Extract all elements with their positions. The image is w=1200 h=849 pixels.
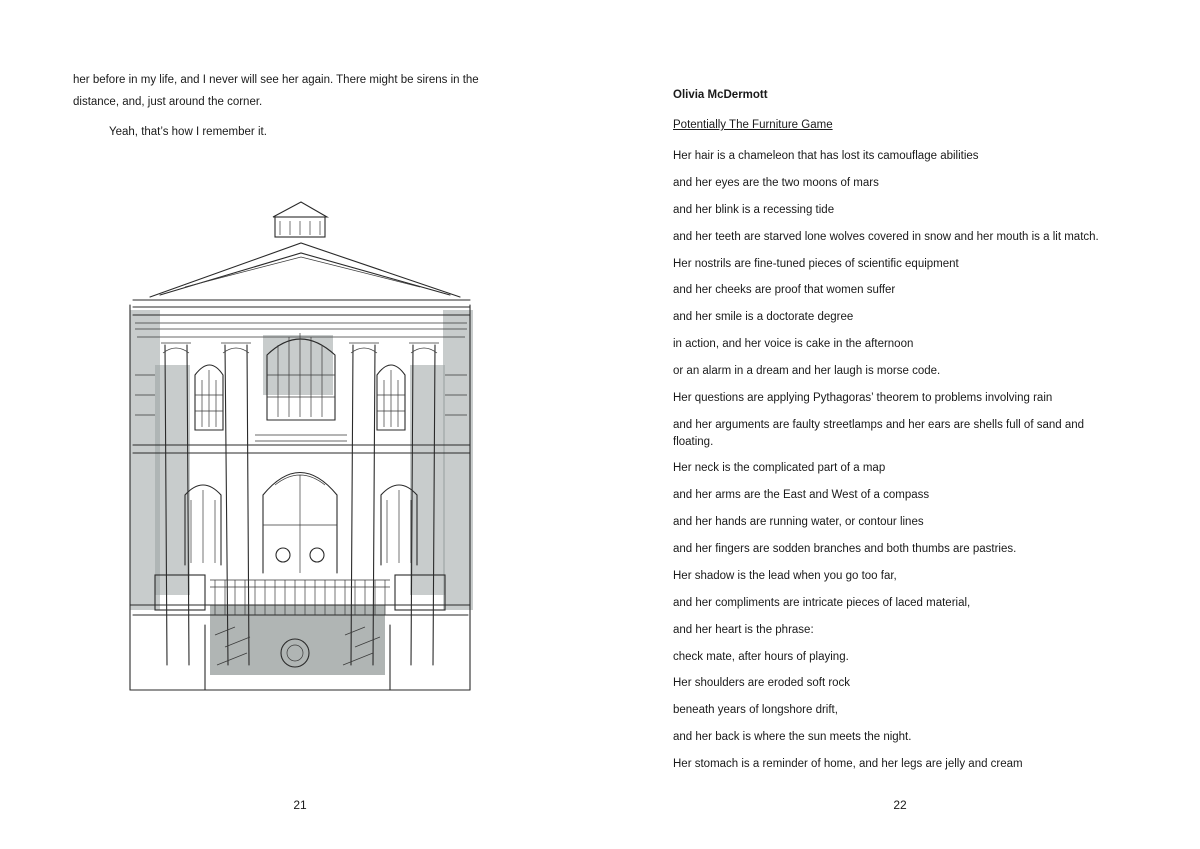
page-number: 21 — [293, 798, 307, 812]
page-number: 22 — [893, 798, 907, 812]
poem-line: and her eyes are the two moons of mars — [673, 177, 879, 189]
right-page — [600, 0, 1200, 849]
poem-line: and her teeth are starved lone wolves covered in snow and her mouth is a lit match. — [673, 231, 1099, 243]
poem-line: and her fingers are sodden branches and both thumbs are pastries. — [673, 543, 1017, 555]
poem-line: and her cheeks are proof that women suffer — [673, 284, 896, 296]
text-line: distance, and, just around the corner. — [73, 96, 263, 108]
poem-line: and her arguments are faulty streetlamps and her ears are shells full of sand and floating. — [673, 419, 1085, 448]
poem-line: check mate, after hours of playing. — [673, 651, 849, 663]
poem-line: and her blink is a recessing tide — [673, 204, 835, 216]
text-line: Yeah, that’s how I remember it. — [109, 126, 267, 138]
poem-line: or an alarm in a dream and her laugh is morse code. — [673, 365, 941, 377]
poem-line: and her smile is a doctorate degree — [673, 311, 854, 323]
poem-line: Her nostrils are fine-tuned pieces of scientific equipment — [673, 258, 959, 270]
poem-line: Her shadow is the lead when you go too far, — [673, 570, 897, 582]
poem-line: Her hair is a chameleon that has lost its camouflage abilities — [673, 150, 979, 162]
author-name: Olivia McDermott — [673, 89, 768, 101]
poem-line: Her questions are applying Pythagoras’ theorem to problems involving rain — [673, 392, 1053, 404]
building-sketch-illustration — [125, 195, 477, 700]
poem-title: Potentially The Furniture Game — [673, 119, 833, 131]
poem-line: and her heart is the phrase: — [673, 624, 814, 636]
poem-line: Her stomach is a reminder of home, and her legs are jelly and cream — [673, 758, 1023, 770]
text-line: her before in my life, and I never will see her again. There might be sirens in the — [73, 74, 479, 86]
poem-line: and her hands are running water, or contour lines — [673, 516, 924, 528]
poem-line: and her back is where the sun meets the night. — [673, 731, 912, 743]
poem-line: and her arms are the East and West of a compass — [673, 489, 930, 501]
poem-line: in action, and her voice is cake in the afternoon — [673, 338, 914, 350]
poem-line: Her shoulders are eroded soft rock — [673, 677, 851, 689]
poem-line: beneath years of longshore drift, — [673, 704, 838, 716]
poem-line: Her neck is the complicated part of a map — [673, 462, 886, 474]
poem-line: and her compliments are intricate pieces of laced material, — [673, 597, 971, 609]
